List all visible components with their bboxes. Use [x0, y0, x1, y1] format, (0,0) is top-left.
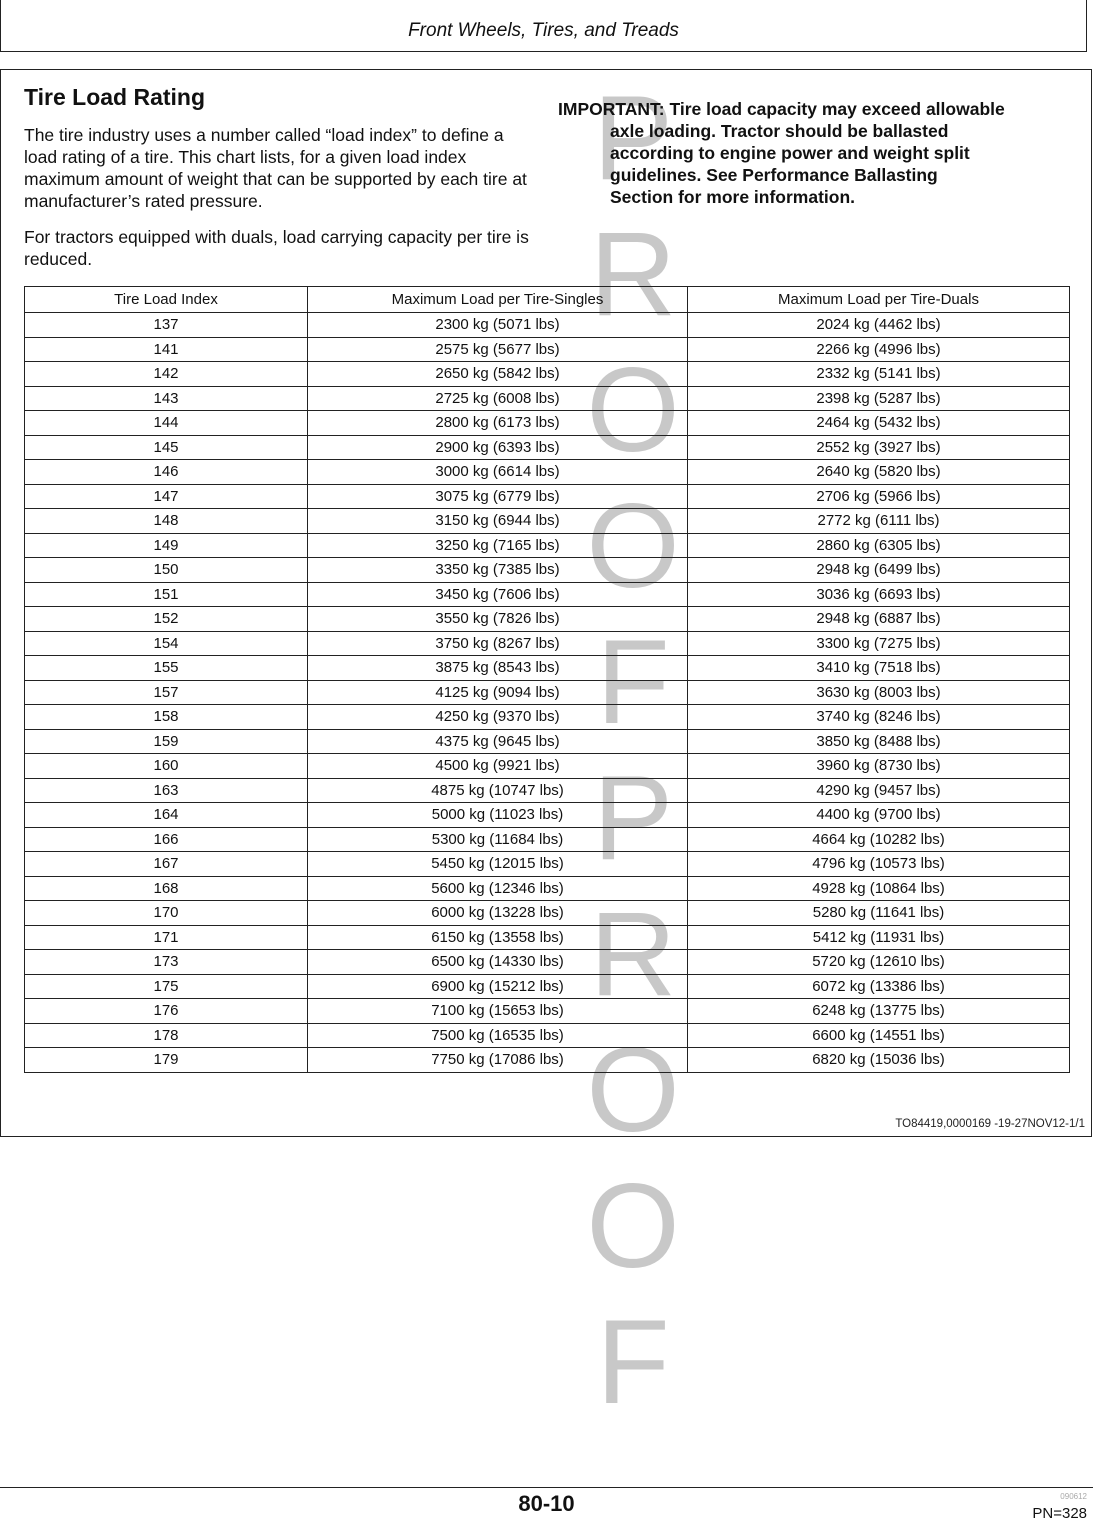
singles-load-cell: 3350 kg (7385 lbs) — [308, 558, 688, 583]
duals-load-cell: 4664 kg (10282 lbs) — [688, 827, 1070, 852]
singles-load-cell: 3250 kg (7165 lbs) — [308, 533, 688, 558]
duals-load-cell: 3960 kg (8730 lbs) — [688, 754, 1070, 779]
column-header: Maximum Load per Tire-Singles — [308, 287, 688, 313]
load-index-cell: 163 — [25, 778, 308, 803]
load-index-cell: 147 — [25, 484, 308, 509]
table-row — [25, 999, 1070, 1024]
singles-load-cell: 2725 kg (6008 lbs) — [308, 386, 688, 411]
singles-load-cell: 3550 kg (7826 lbs) — [308, 607, 688, 632]
page-header — [0, 0, 1087, 52]
reference-code: TO84419,0000169 -19-27NOV12-1/1 — [895, 1118, 1085, 1130]
singles-load-cell: 6500 kg (14330 lbs) — [308, 950, 688, 975]
load-index-cell: 141 — [25, 337, 308, 362]
table-row — [25, 607, 1070, 632]
load-index-cell: 144 — [25, 411, 308, 436]
table-header-row — [25, 287, 1070, 313]
duals-paragraph: For tractors equipped with duals, load carrying capacity per tire is reduced. — [24, 227, 529, 269]
duals-load-cell: 3740 kg (8246 lbs) — [688, 705, 1070, 730]
singles-load-cell: 2900 kg (6393 lbs) — [308, 435, 688, 460]
watermark-letter: P — [592, 751, 674, 885]
table-row — [25, 386, 1070, 411]
page-number: 80-10 — [518, 1491, 575, 1516]
table-row — [25, 778, 1070, 803]
duals-load-cell: 2948 kg (6887 lbs) — [688, 607, 1070, 632]
duals-load-cell: 3410 kg (7518 lbs) — [688, 656, 1070, 681]
singles-load-cell: 2800 kg (6173 lbs) — [308, 411, 688, 436]
singles-load-cell: 5300 kg (11684 lbs) — [308, 827, 688, 852]
duals-load-cell: 4290 kg (9457 lbs) — [688, 778, 1070, 803]
duals-load-cell: 2948 kg (6499 lbs) — [688, 558, 1070, 583]
singles-load-cell: 2575 kg (5677 lbs) — [308, 337, 688, 362]
table-row — [25, 680, 1070, 705]
watermark-letter: R — [589, 207, 677, 341]
load-index-cell: 158 — [25, 705, 308, 730]
table-row — [25, 974, 1070, 999]
footer-divider — [0, 1487, 1093, 1488]
intro-paragraph: The tire industry uses a number called “load index” to define a load rating of a tire. This chart lists, for a given load index maximum amount of weight that can be supported by each tire at manufacturer’s rated pressure. — [24, 125, 527, 211]
duals-load-cell: 2024 kg (4462 lbs) — [688, 313, 1070, 338]
load-index-cell: 157 — [25, 680, 308, 705]
duals-load-cell: 2266 kg (4996 lbs) — [688, 337, 1070, 362]
table-row — [25, 313, 1070, 338]
duals-load-cell: 4796 kg (10573 lbs) — [688, 852, 1070, 877]
table-row — [25, 460, 1070, 485]
table-row — [25, 484, 1070, 509]
singles-load-cell: 6900 kg (15212 lbs) — [308, 974, 688, 999]
table-row — [25, 876, 1070, 901]
load-index-cell: 151 — [25, 582, 308, 607]
load-index-cell: 171 — [25, 925, 308, 950]
duals-load-cell: 6820 kg (15036 lbs) — [688, 1048, 1070, 1073]
table-row — [25, 1023, 1070, 1048]
singles-load-cell: 4875 kg (10747 lbs) — [308, 778, 688, 803]
watermark-letter: O — [586, 1023, 680, 1157]
load-index-cell: 166 — [25, 827, 308, 852]
singles-load-cell: 7750 kg (17086 lbs) — [308, 1048, 688, 1073]
load-index-cell: 152 — [25, 607, 308, 632]
duals-load-cell: 4928 kg (10864 lbs) — [688, 876, 1070, 901]
important-notice — [558, 98, 1078, 208]
watermark-letter: O — [586, 1159, 680, 1293]
load-index-cell: 179 — [25, 1048, 308, 1073]
singles-load-cell: 5600 kg (12346 lbs) — [308, 876, 688, 901]
section-title: Tire Load Rating — [24, 84, 206, 110]
watermark-letter: F — [596, 1295, 670, 1429]
load-index-cell: 145 — [25, 435, 308, 460]
load-index-cell: 178 — [25, 1023, 308, 1048]
table-row — [25, 827, 1070, 852]
table-body — [25, 313, 1070, 1073]
table-row — [25, 411, 1070, 436]
table-row — [25, 925, 1070, 950]
singles-load-cell: 2300 kg (5071 lbs) — [308, 313, 688, 338]
load-index-cell: 142 — [25, 362, 308, 387]
table-row — [25, 509, 1070, 534]
singles-load-cell: 3150 kg (6944 lbs) — [308, 509, 688, 534]
important-line: axle loading. Tractor should be ballasted — [610, 121, 949, 141]
load-index-cell: 137 — [25, 313, 308, 338]
duals-load-cell: 2464 kg (5432 lbs) — [688, 411, 1070, 436]
load-index-cell: 150 — [25, 558, 308, 583]
load-index-cell: 167 — [25, 852, 308, 877]
table-row — [25, 337, 1070, 362]
duals-load-cell: 5720 kg (12610 lbs) — [688, 950, 1070, 975]
load-index-cell: 143 — [25, 386, 308, 411]
singles-load-cell: 3000 kg (6614 lbs) — [308, 460, 688, 485]
watermark-letter: F — [596, 615, 670, 749]
table-row — [25, 852, 1070, 877]
duals-load-cell: 4400 kg (9700 lbs) — [688, 803, 1070, 828]
load-index-cell: 148 — [25, 509, 308, 534]
duals-load-cell: 2552 kg (3927 lbs) — [688, 435, 1070, 460]
table-row — [25, 558, 1070, 583]
load-index-cell: 173 — [25, 950, 308, 975]
part-number: PN=328 — [1032, 1505, 1087, 1522]
watermark-letter: O — [586, 343, 680, 477]
table-row — [25, 656, 1070, 681]
load-index-cell: 146 — [25, 460, 308, 485]
duals-load-cell: 6072 kg (13386 lbs) — [688, 974, 1070, 999]
duals-load-cell: 2332 kg (5141 lbs) — [688, 362, 1070, 387]
singles-load-cell: 6000 kg (13228 lbs) — [308, 901, 688, 926]
table-row — [25, 1048, 1070, 1073]
table-row — [25, 582, 1070, 607]
table-row — [25, 435, 1070, 460]
singles-load-cell: 4125 kg (9094 lbs) — [308, 680, 688, 705]
load-index-cell: 159 — [25, 729, 308, 754]
table-row — [25, 803, 1070, 828]
column-header: Tire Load Index — [25, 287, 308, 313]
table-row — [25, 950, 1070, 975]
load-index-cell: 164 — [25, 803, 308, 828]
table-row — [25, 729, 1070, 754]
load-index-cell: 175 — [25, 974, 308, 999]
duals-load-cell: 2640 kg (5820 lbs) — [688, 460, 1070, 485]
singles-load-cell: 4500 kg (9921 lbs) — [308, 754, 688, 779]
duals-load-cell: 2706 kg (5966 lbs) — [688, 484, 1070, 509]
load-index-cell: 149 — [25, 533, 308, 558]
load-index-cell: 155 — [25, 656, 308, 681]
singles-load-cell: 3750 kg (8267 lbs) — [308, 631, 688, 656]
load-index-cell: 154 — [25, 631, 308, 656]
singles-load-cell: 4375 kg (9645 lbs) — [308, 729, 688, 754]
singles-load-cell: 4250 kg (9370 lbs) — [308, 705, 688, 730]
watermark-letter: O — [586, 479, 680, 613]
duals-load-cell: 3850 kg (8488 lbs) — [688, 729, 1070, 754]
singles-load-cell: 7500 kg (16535 lbs) — [308, 1023, 688, 1048]
singles-load-cell: 7100 kg (15653 lbs) — [308, 999, 688, 1024]
table-row — [25, 901, 1070, 926]
singles-load-cell: 3075 kg (6779 lbs) — [308, 484, 688, 509]
important-line: guidelines. See Performance Ballasting — [610, 165, 938, 185]
singles-load-cell: 2650 kg (5842 lbs) — [308, 362, 688, 387]
duals-load-cell: 6600 kg (14551 lbs) — [688, 1023, 1070, 1048]
singles-load-cell: 6150 kg (13558 lbs) — [308, 925, 688, 950]
footer-small-code: 090612 — [1060, 1492, 1087, 1501]
duals-load-cell: 2398 kg (5287 lbs) — [688, 386, 1070, 411]
watermark-letter: R — [589, 887, 677, 1021]
duals-load-cell: 3036 kg (6693 lbs) — [688, 582, 1070, 607]
duals-load-cell: 2860 kg (6305 lbs) — [688, 533, 1070, 558]
duals-load-cell: 2772 kg (6111 lbs) — [688, 509, 1070, 534]
table-row — [25, 362, 1070, 387]
table-row — [25, 705, 1070, 730]
singles-load-cell: 5450 kg (12015 lbs) — [308, 852, 688, 877]
table-row — [25, 631, 1070, 656]
important-line: IMPORTANT: Tire load capacity may exceed allowable — [558, 99, 1005, 119]
load-index-cell: 160 — [25, 754, 308, 779]
important-line: Section for more information. — [610, 187, 856, 207]
singles-load-cell: 3875 kg (8543 lbs) — [308, 656, 688, 681]
load-index-cell: 168 — [25, 876, 308, 901]
tire-load-table — [24, 286, 1070, 1073]
load-index-cell: 170 — [25, 901, 308, 926]
duals-load-cell: 6248 kg (13775 lbs) — [688, 999, 1070, 1024]
column-header: Maximum Load per Tire-Duals — [688, 287, 1070, 313]
watermark-letter: P — [592, 71, 674, 205]
duals-load-cell: 5412 kg (11931 lbs) — [688, 925, 1070, 950]
duals-load-cell: 5280 kg (11641 lbs) — [688, 901, 1070, 926]
header-title: Front Wheels, Tires, and Treads — [408, 20, 679, 41]
table-row — [25, 754, 1070, 779]
singles-load-cell: 5000 kg (11023 lbs) — [308, 803, 688, 828]
load-index-cell: 176 — [25, 999, 308, 1024]
duals-load-cell: 3630 kg (8003 lbs) — [688, 680, 1070, 705]
singles-load-cell: 3450 kg (7606 lbs) — [308, 582, 688, 607]
table-row — [25, 533, 1070, 558]
important-line: according to engine power and weight split — [610, 143, 970, 163]
duals-load-cell: 3300 kg (7275 lbs) — [688, 631, 1070, 656]
